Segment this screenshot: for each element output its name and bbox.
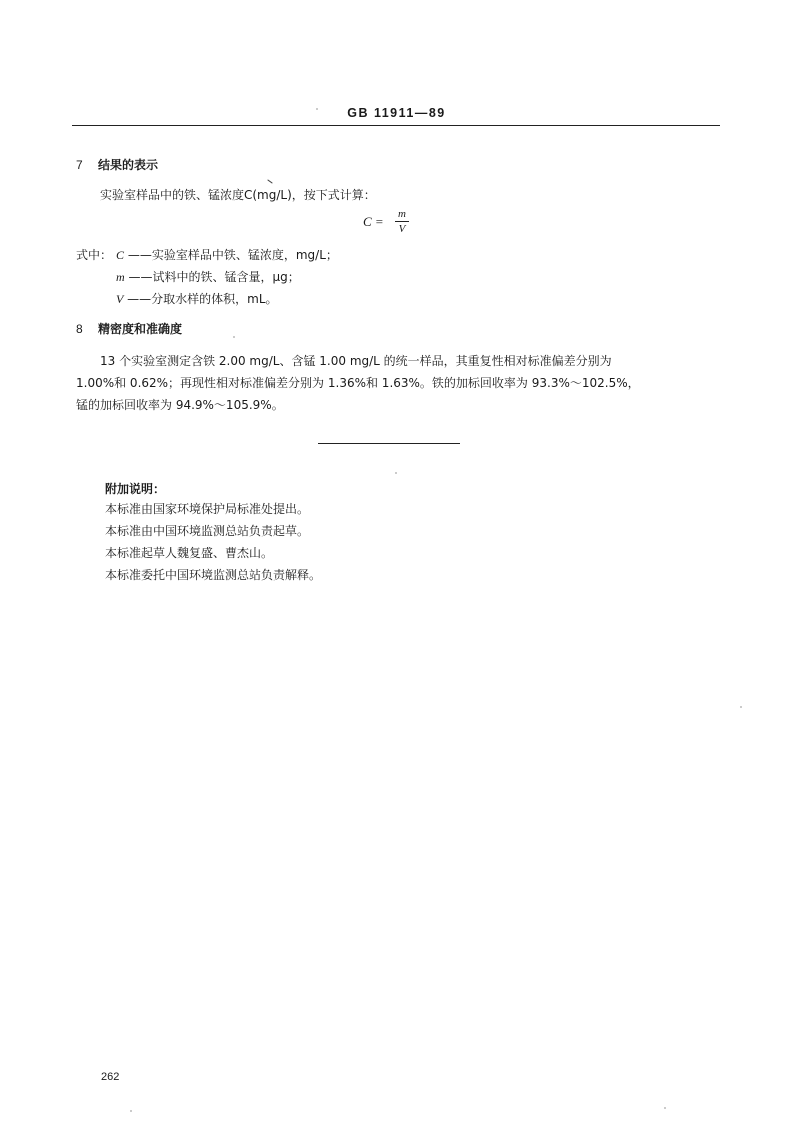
standard-code: GB 11911—89 [347, 106, 446, 120]
section-8-title: 精密度和准确度 [98, 322, 183, 336]
where-label: 式中： [76, 248, 113, 262]
definition-v-text: ——分取水样的体积，mL。 [127, 292, 278, 306]
notes-title: 附加说明： [105, 482, 166, 496]
section-8-number: 8 [76, 322, 83, 336]
definition-m [116, 268, 300, 285]
definition-c-text: ——实验室样品中铁、锰浓度，mg/L； [127, 248, 338, 262]
precision-line-3: 锰的加标回收率为 94.9%～105.9%。 [76, 398, 284, 412]
scan-speck [233, 336, 235, 338]
definition-v-symbol: V [116, 292, 124, 306]
section-8-heading [76, 320, 182, 337]
page-number: 262 [101, 1071, 120, 1083]
definition-c-symbol: C [116, 248, 125, 262]
section-7-number: 7 [76, 158, 83, 172]
definition-m-symbol: m [116, 270, 125, 284]
definition-m-text: ——试料中的铁、锰含量，μg； [128, 270, 300, 284]
header-rule [72, 125, 720, 126]
scan-speck [395, 472, 397, 474]
scan-speck [664, 1107, 666, 1109]
formula-numerator: m [398, 208, 406, 220]
scan-speck [740, 706, 742, 708]
section-7-heading [76, 156, 158, 173]
formula-denominator: V [398, 223, 406, 235]
accent-mark [267, 179, 272, 183]
definition-v [116, 290, 278, 307]
formula-lhs: C = [363, 214, 384, 229]
fraction-bar [395, 221, 409, 222]
note-line-1: 本标准由国家环境保护局标准处提出。 [105, 502, 310, 516]
section-7-title: 结果的表示 [98, 158, 159, 172]
note-line-3: 本标准起草人魏复盛、曹杰山。 [105, 546, 274, 560]
section-7-intro: 实验室样品中的铁、锰浓度C(mg/L)，按下式计算： [100, 188, 376, 202]
note-line-2: 本标准由中国环境监测总站负责起草。 [105, 524, 310, 538]
precision-line-2: 1.00%和 0.62%；再现性相对标准偏差分别为 1.36%和 1.63%。铁的加标回收率为 93.3%～102.5%， [76, 376, 640, 390]
precision-line-1: 13 个实验室测定含铁 2.00 mg/L、含锰 1.00 mg/L 的统一样品，其重复性相对标准偏差分别为 [100, 354, 612, 368]
definition-c [116, 246, 338, 263]
section-divider [318, 443, 460, 444]
scan-speck [130, 1110, 132, 1112]
scan-speck [316, 108, 318, 110]
formula-fraction [395, 208, 409, 235]
note-line-4: 本标准委托中国环境监测总站负责解释。 [105, 568, 322, 582]
